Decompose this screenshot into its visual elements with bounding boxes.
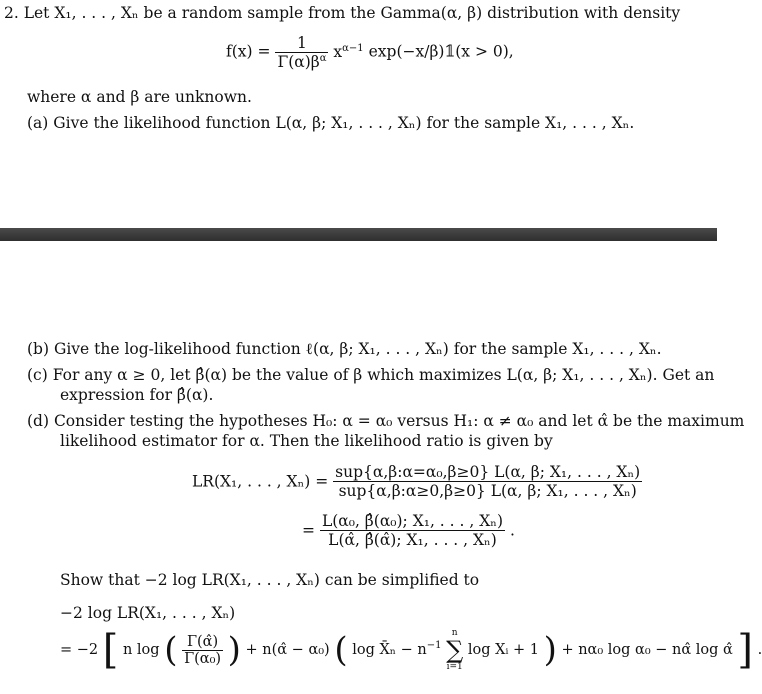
part-d-line1: (d) Consider testing the hypotheses H₀: α = α₀ versus H₁: α ≠ α₀ and let α̂ be the maximum <box>27 412 745 430</box>
lr-fraction-1 <box>333 463 642 500</box>
density-x <box>333 43 363 61</box>
gamma-numerator: Γ(α̂) <box>186 633 219 650</box>
density-x-sup: α−1 <box>342 42 364 54</box>
part-c-line1: (c) For any α ≥ 0, let β̂(α) be the value of β which maximizes L(α, β; X₁, . . . , Xₙ). Get an <box>27 366 715 384</box>
lr-numerator-1: sup{α,β:α=α₀,β≥0} L(α, β; X₁, . . . , Xₙ) <box>335 463 641 481</box>
part-a: (a) Give the likelihood function L(α, β; X₁, . . . , Xₙ) for the sample X₁, . . . , Xₙ. <box>27 114 635 132</box>
sum-upper: n <box>451 628 458 638</box>
lr-denominator-1: sup{α,β:α≥0,β≥0} L(α, β; X₁, . . . , Xₙ) <box>333 481 642 500</box>
left-paren-1: ( <box>164 630 178 670</box>
lr-lhs: LR(X₁, . . . , Xₙ) = <box>192 472 329 491</box>
lr-fraction-2 <box>320 512 505 549</box>
where-text: where α and β are unknown. <box>27 88 252 106</box>
show-text: Show that −2 log LR(X₁, . . . , Xₙ) can be simplified to <box>60 571 480 589</box>
density-numerator: 1 <box>297 34 307 52</box>
gamma-ratio <box>182 634 223 667</box>
inverse-sup: −1 <box>426 640 442 651</box>
final-expression <box>60 628 762 672</box>
final-tail: + nα₀ log α₀ − nα̂ log α̂ <box>561 642 733 658</box>
part-b: (b) Give the log-likelihood function ℓ(α, β; X₁, . . . , Xₙ) for the sample X₁, . . . , Xₙ. <box>27 340 662 358</box>
left-paren-2: ( <box>334 630 348 670</box>
final-nlog: n log <box>122 642 160 658</box>
lr-denominator-2: L(α̂, β̂(α̂); X₁, . . . , Xₙ) <box>320 530 505 549</box>
right-paren-1: ) <box>227 630 241 670</box>
density-formula <box>226 34 514 71</box>
lr-numerator-2: L(α₀, β̂(α₀); X₁, . . . , Xₙ) <box>321 512 504 530</box>
density-lhs: f(x) = <box>226 42 271 61</box>
final-prefix: = −2 <box>60 642 99 658</box>
sum-lower: i=1 <box>446 662 463 672</box>
density-denominator <box>275 52 328 71</box>
density-fraction <box>275 34 328 71</box>
lr-equation-1 <box>192 463 642 500</box>
page-divider <box>0 228 717 241</box>
lr-equals-2: = <box>302 521 315 540</box>
lr-equation-2 <box>302 512 515 549</box>
part-d-line2: likelihood estimator for α. Then the likelihood ratio is given by <box>60 432 553 450</box>
density-den-base: Γ(α)β <box>277 53 320 71</box>
logxbar-text: log X̄ₙ − n <box>352 642 427 658</box>
final-sum-term: log Xᵢ + 1 <box>467 642 539 658</box>
final-logxbar <box>352 642 441 658</box>
gamma-denominator: Γ(α₀) <box>184 650 222 667</box>
part-c-line2: expression for β̂(α). <box>60 386 214 404</box>
density-x-base: x <box>333 42 343 61</box>
right-paren-2: ) <box>543 630 557 670</box>
final-mid: + n(α̂ − α₀) <box>245 642 330 658</box>
problem-intro: 2. Let X₁, . . . , Xₙ be a random sample from the Gamma(α, β) distribution with density <box>4 4 681 22</box>
sigma-icon: ∑ <box>446 636 464 664</box>
density-den-sup: α <box>319 53 327 64</box>
right-bracket: ] <box>737 627 754 673</box>
summation <box>446 628 463 672</box>
density-rest: exp(−x/β)𝟙(x > 0), <box>368 42 514 61</box>
final-lhs: −2 log LR(X₁, . . . , Xₙ) <box>60 604 236 622</box>
lr-period: . <box>509 521 515 540</box>
left-bracket: [ <box>102 627 119 673</box>
final-period: . <box>757 642 762 658</box>
